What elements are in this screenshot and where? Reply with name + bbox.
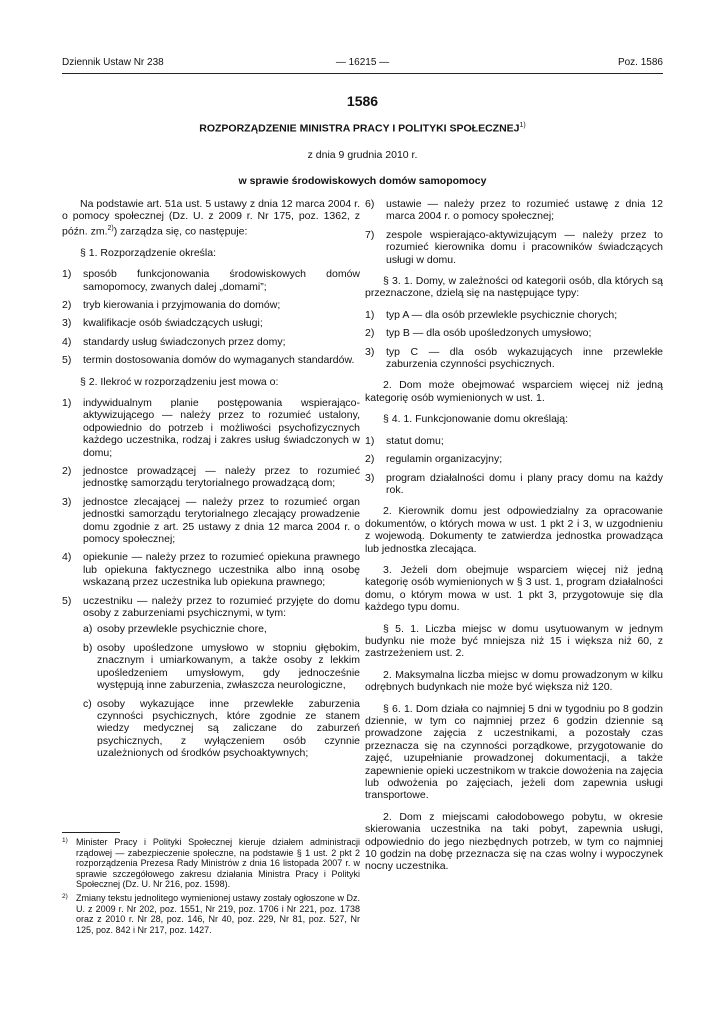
preamble-footnote-ref: 2) (107, 224, 114, 232)
section-3-list (365, 309, 663, 371)
section-2-sublist (83, 623, 360, 759)
section-2-list-continued (365, 198, 663, 266)
item-text: regulamin organizacyjny; (386, 453, 503, 466)
item-text: standardy usług świadczonych przez domy; (83, 335, 286, 348)
footnote-rule (62, 832, 120, 833)
list-item (365, 472, 663, 497)
item-number: 2) (365, 453, 375, 466)
footnote-text: Minister Pracy i Polityki Społecznej kieruje działem administracji rządowej — zabezpieczenie społeczne, na podstawie § 1 ust. 2 pkt 2 rozporządzenia Prezesa Rady Ministrów z dnia 16 listopada 2007 r. w sprawie szczegółowego zakresu działania Ministra Pracy i Polityki Społecznej (Dz. U. Nr 216, poz. 1598). (76, 837, 360, 890)
section-6-paragraph-2: 2. Dom z miejscami całodobowego pobytu, w okresie skierowania uczestnika na taki pobyt, zapewnia usługi, odpowiednio do jego niezbędnych potrzeb, w tym co najmniej 10 godzin na dobę przeznacza się na czas wolny i wypoczynek nocny uczestnika. (365, 810, 663, 873)
section-1-heading: § 1. Rozporządzenie określa: (80, 246, 216, 259)
subitem-letter: c) (83, 697, 92, 710)
subitem-text: osoby przewlekle psychicznie chore, (97, 623, 267, 636)
section-4-list (365, 435, 663, 497)
item-text: jednostce zlecającej — należy przez to rozumieć organ jednostki samorządu terytorialnego zlecający prowadzenie domu zgodnie z art. 25 ustawy z dnia 12 marca 2004 r. o pomocy społecznej; (83, 495, 360, 546)
act-subject: w sprawie środowiskowych domów samopomocy (238, 174, 487, 187)
list-item (62, 551, 360, 588)
page-number: — 16215 — (335, 57, 390, 68)
item-number: 3) (365, 471, 375, 484)
list-item (62, 595, 360, 760)
left-column (62, 198, 360, 769)
list-item (62, 317, 360, 329)
preamble (62, 198, 360, 238)
footnote-2 (62, 893, 360, 935)
preamble-text: Na podstawie art. 51a ust. 5 ustawy z dnia 12 marca 2004 r. o pomocy społecznej (Dz. U. z 2009 r. Nr 175, poz. 1362, z późn. zm. (62, 198, 360, 238)
footnote-mark: 2) (62, 892, 68, 900)
item-number: 5) (62, 594, 72, 607)
list-item (365, 453, 663, 465)
item-number: 3) (62, 317, 72, 330)
item-number: 2) (62, 465, 72, 477)
item-number: 7) (365, 228, 375, 241)
list-item (365, 309, 663, 321)
sublist-item (62, 698, 360, 760)
journal-name: Dziennik Ustaw Nr 238 (62, 57, 164, 68)
running-header (62, 57, 663, 71)
position-number: Poz. 1586 (617, 57, 663, 68)
item-number: 3) (365, 345, 375, 358)
section-2-list (62, 397, 360, 760)
section-3-paragraph-1: § 3. 1. Domy, w zależności od kategorii osób, dla których są przeznaczone, dzielą się na następujące typy: (365, 275, 663, 300)
subitem-text: osoby wykazujące inne przewlekłe zaburzenia czynności psychicznych, które zgodnie ze stanem wiedzy medycznej są zaliczane do zaburzeń psychicznych, z wyłączeniem osób czynnie uzależnionych od środków psychoaktywnych; (97, 697, 360, 760)
subitem-letter: a) (83, 623, 93, 636)
item-number: 2) (365, 327, 375, 340)
list-item (62, 397, 360, 459)
item-number: 1) (365, 434, 375, 447)
section-4-paragraph-3: 3. Jeżeli dom obejmuje wsparciem więcej niż jedną kategorię osób wymienionych w § 3 ust. 1, program działalności domu, o którym mowa w ust. 1 pkt 3, przygotowuje się dla każdego typu domu. (365, 563, 663, 614)
sublist-item (62, 623, 360, 635)
list-item (62, 354, 360, 366)
section-4-paragraph-1: § 4. 1. Funkcjonowanie domu określają: (383, 413, 569, 426)
act-title-text: ROZPORZĄDZENIE MINISTRA PRACY I POLITYKI SPOŁECZNEJ (199, 122, 520, 135)
item-number: 1) (365, 308, 375, 321)
section-5-paragraph-2: 2. Maksymalna liczba miejsc w domu prowadzonym w kilku odrębnych budynkach nie może być większa niż 120. (365, 668, 663, 694)
section-6-paragraph-1: § 6. 1. Dom działa co najmniej 5 dni w tygodniu po 8 godzin dziennie, w tym co najmniej przez 6 godzin dziennie są prowadzone zajęcia z uczestnikami, a pozostały czas przeznacza się na czynności porządkowe, przygotowanie do zajęć, uzupełnianie prowadzonej dokumentacji, a także zapewnienie opieki uczestnikom w trakcie dowożenia na zajęcia lub odwożenia po zajęciach, jeżeli dom zapewnia usługi transportowe. (365, 702, 663, 802)
item-number: 1) (62, 396, 72, 409)
item-text: sposób funkcjonowania środowiskowych domów samopomocy, zwanych dalej „domami”; (83, 268, 360, 293)
item-text: zespole wspierająco-aktywizującym — należy przez to rozumieć kierownika domu i pracowników świadczących usługi w domu. (386, 228, 663, 266)
footnote-1 (62, 837, 360, 890)
footnotes (62, 837, 360, 938)
item-text: indywidualnym planie postępowania wspierająco-aktywizującego — należy przez to rozumieć ustalony, odpowiednio do potrzeb i możliwości psychofizycznych każdego uczestnika, rodzaj i zakres usług świadczonych w domu; (83, 396, 360, 459)
act-title (62, 119, 663, 136)
section-2-heading: § 2. Ilekroć w rozporządzeniu jest mowa o: (80, 375, 279, 388)
act-number: 1586 (346, 93, 379, 109)
list-item (365, 198, 663, 223)
header-rule (62, 73, 663, 74)
section-3-paragraph-2: 2. Dom może obejmować wsparciem więcej niż jedną kategorię osób wymienionych w ust. 1. (365, 379, 663, 404)
act-date: z dnia 9 grudnia 2010 r. (307, 148, 418, 161)
subitem-text: osoby upośledzone umysłowo w stopniu głębokim, znacznym i umiarkowanym, a także osoby z lekkim upośledzeniem umysłowym, gdy jednocześnie występują inne zaburzenia, zwłaszcza neurologiczne, (97, 641, 360, 692)
list-item (365, 435, 663, 447)
list-item (365, 346, 663, 371)
item-number: 3) (62, 495, 72, 508)
item-number: 4) (62, 335, 72, 348)
item-number: 5) (62, 354, 72, 367)
item-number: 2) (62, 298, 72, 311)
item-text: jednostce prowadzącej — należy przez to rozumieć jednostkę samorządu terytorialnego prowadzącą dom; (83, 465, 360, 490)
list-item (62, 299, 360, 311)
item-text: uczestniku — należy przez to rozumieć przyjęte do domu osoby z zaburzeniami psychicznymi, w tym: (83, 594, 360, 620)
item-text: tryb kierowania i przyjmowania do domów; (83, 298, 281, 311)
item-text: typ B — dla osób upośledzonych umysłowo; (386, 327, 592, 340)
item-number: 1) (62, 268, 72, 281)
item-text: ustawie — należy przez to rozumieć ustawę z dnia 12 marca 2004 r. o pomocy społecznej; (386, 198, 663, 223)
item-text: kwalifikacje osób świadczących usługi; (83, 317, 263, 330)
item-text: typ C — dla osób wykazujących inne przewlekłe zaburzenia czynności psychicznych. (386, 345, 663, 371)
footnote-text: Zmiany tekstu jednolitego wymienionej ustawy zostały ogłoszone w Dz. U. z 2009 r. Nr 202, poz. 1551, Nr 219, poz. 1706 i Nr 221, poz. 1738 oraz z 2010 r. Nr 28, poz. 146, Nr 40, poz. 229, Nr 81, poz. 527, Nr 125, poz. 842 i Nr 217, poz. 1427. (76, 892, 360, 935)
list-item (62, 268, 360, 293)
list-item (62, 336, 360, 348)
item-text: termin dostosowania domów do wymaganych standardów. (83, 354, 355, 367)
section-1-list (62, 268, 360, 366)
item-text: typ A — dla osób przewlekle psychicznie chorych; (386, 308, 618, 321)
list-item (62, 496, 360, 546)
item-number: 4) (62, 551, 72, 564)
list-item (62, 465, 360, 490)
item-text: opiekunie — należy przez to rozumieć opiekuna prawnego lub opiekuna faktycznego uczestnika albo inną osobę wskazaną przez uczestnika lub opiekuna prawnego; (83, 551, 360, 589)
title-block (62, 92, 663, 188)
section-4-paragraph-2: 2. Kierownik domu jest odpowiedzialny za opracowanie dokumentów, o których mowa w ust. 1 pkt 2 i 3, w uzgodnieniu z wojewodą. Dokumenty te zatwierdza jednostka prowadząca lub jednostka zlecająca. (365, 505, 663, 555)
item-text: program działalności domu i plany pracy domu na każdy rok. (386, 471, 663, 496)
list-item (365, 327, 663, 339)
right-column (365, 198, 663, 882)
sublist-item (62, 642, 360, 692)
subitem-letter: b) (83, 641, 93, 654)
item-text: statut domu; (386, 434, 444, 447)
section-5-paragraph-1: § 5. 1. Liczba miejsc w domu usytuowanym w jednym budynku nie może być mniejsza niż 15 i większa niż 60, z zastrzeżeniem ust. 2. (365, 622, 663, 660)
footnote-mark: 1) (62, 837, 68, 844)
act-title-footnote-ref: 1) (519, 122, 526, 129)
preamble-text-end: ) zarządza się, co następuje: (113, 225, 248, 238)
list-item (365, 229, 663, 266)
item-number: 6) (365, 198, 375, 210)
